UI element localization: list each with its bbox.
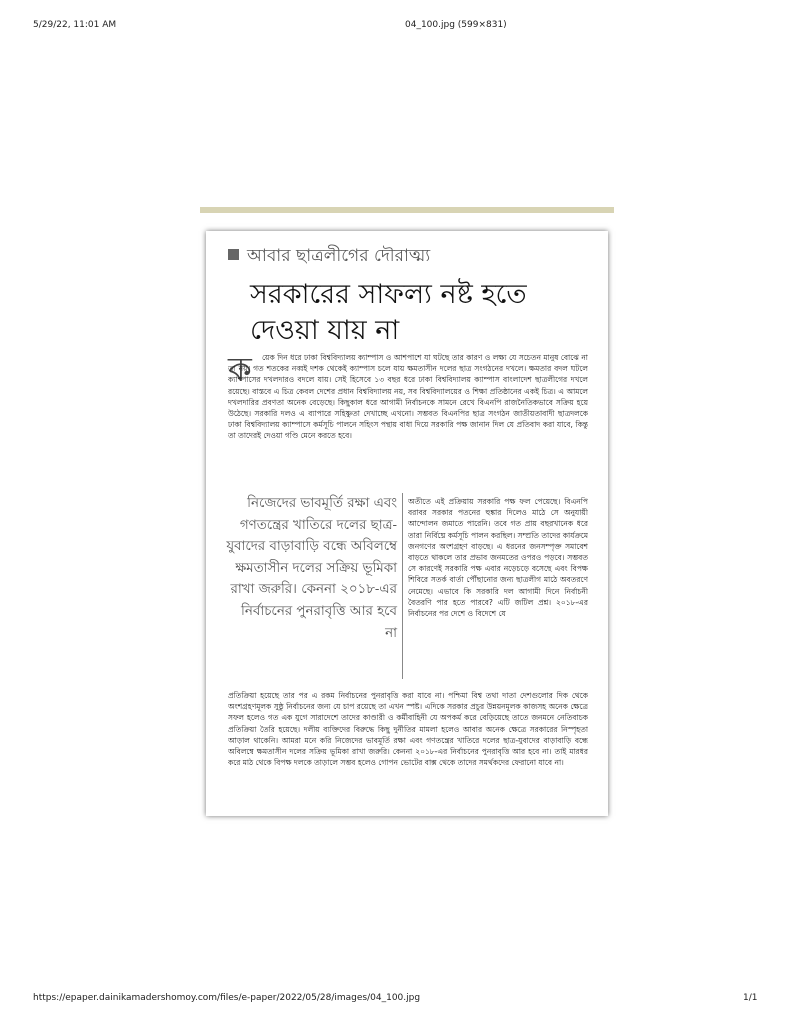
drop-cap: ক — [228, 350, 252, 390]
page-counter: 1/1 — [743, 993, 758, 1003]
header-rule — [200, 207, 614, 213]
body-intro: য়েক দিন ধরে ঢাকা বিশ্ববিদ্যালয় ক্যাম্পাস ও আশপাশে যা ঘটছে তার কারণ ও লক্ষ্য যে সচেতন মানুষ বোঝে না তা নয়। গত শতকের নব্বই দশক থেকেই ক্যাম্পাস চলে যায় ক্ষমতাসীন দলের ছাত্র সংগঠনের দখলে। ক্ষমতার বদল ঘটলে ক্যাম্পাসের দখলদারও বদলে যায়। সেই হিসেবে ১৩ বছর ধরে ঢাকা বিশ্ববিদ্যালয় ক্যাম্পাস বাংলাদেশ ছাত্রলীগের দখলে রয়েছে। বাস্তবে এ চিত্র কেবল দেশের প্রধান বিশ্ববিদ্যালয় নয়, সব বিশ্ববিদ্যালয়ের ও শিক্ষা প্রতিষ্ঠানের একই চিত্র। এ আমলে দখলদারির প্রবণতা অনেক বেড়েছে। কিছুকাল ধরে আগামী নির্বাচনকে সামনে রেখে বিএনপি রাজনৈতিকভাবে সক্রিয় হয়ে উঠেছে। সরকারি দলও এ ব্যাপারে সহিষ্ণুতা দেখাচ্ছে এখনো। সম্ভবত বিএনপির ছাত্র সংগঠন জাতীয়তাবাদী ছাত্রদলকে ঢাকা বিশ্ববিদ্যালয় ক্যাম্পাসে কর্মসূচি পালনে সহিংস পন্থায় বাধা দিয়ে সরকারি পক্ষ জানান দিল যে প্রতিবাদ করা যাবে, কিন্তু তা তাদেরই দেওয়া গণ্ডি মেনে করতে হবে। — [228, 353, 588, 441]
pull-quote: নিজেদের ভাবমূর্তি রক্ষা এবং গণতন্ত্রের খাতিরে দলের ছাত্র-যুবাদের বাড়াবাড়ি বন্ধে অবিলম্বে ক্ষমতাসীন দলের সক্রিয় ভূমিকা রাখা জরুরি। কেননা ২০১৮-এর নির্বাচনের পুনরাবৃত্তি আর হবে না — [226, 496, 397, 641]
headline: সরকারের সাফল্য নষ্ট হতে দেওয়া যায় না — [250, 279, 527, 346]
print-url: https://epaper.dainikamadershomoy.com/files/e-paper/2022/05/28/images/04_100.jpg — [33, 993, 421, 1003]
body-tail: প্রতিক্রিয়া হয়েছে তার পর এ রকম নির্বাচনের পুনরাবৃত্তি করা যাবে না। পশ্চিমা বিশ্ব তথা দাতা দেশগুলোর দিক থেকে অংশগ্রহণমূলক সুষ্ঠু নির্বাচনের জন্য যে চাপ রয়েছে তা এখন স্পষ্ট। এদিকে সরকার প্রচুর উন্নয়নমূলক কাজসহ অনেক ক্ষেত্রে সফল হলেও গত এক যুগে সারাদেশে তাদের কাণ্ডারী ও কর্মীবাহিনী যে অপকর্ম করে বেড়িয়েছে তাতে জনমনে নেতিবাচক প্রতিক্রিয়া তৈরি হয়েছে। দলীয় ব্যক্তিদের বিরুদ্ধে কিছু দুর্নীতির মামলা হলেও আবার অনেক ক্ষেত্রে সরকারের নিস্পৃহতা আড়াল থাকেনি। আমরা মনে করি নিজেদের ভাবমূর্তি রক্ষা এবং গণতন্ত্রের খাতিরে দলের ছাত্র-যুবাদের বাড়াবাড়ি বন্ধে অবিলম্বে ক্ষমতাসীন দলের সক্রিয় ভূমিকা রাখা জরুরি। কেননা ২০১৮-এর নির্বাচনের পুনরাবৃত্তি আর হবে না। তাই মারধর করে মাঠ থেকে বিপক্ষ দলকে তাড়ালে সম্ভব হলেও গোপন ভোটের বাক্স থেকে তাদের সমর্থকদের ফেরানো যাবে না। — [228, 691, 588, 768]
square-bullet-icon — [228, 249, 239, 260]
body-column-2: অতীতে এই প্রক্রিয়ায় সরকারি পক্ষ ফল পেয়েছে। বিএনপি বরাবর সরকার পতনের হুঙ্কার দিলেও মাঠে সে অনুযায়ী আন্দোলন জমাতে পারেনি। তবে গত প্রায় বছরখানেক ধরে তারা নির্বিঘ্নে কর্মসূচি পালন করছিল। সম্প্রতি তাদের কার্যক্রমে জনগণের অংশগ্রহণ বাড়ছে। এ ধরনের জনসম্পৃক্ত সমাবেশ বাড়তে থাকলে তার প্রভাব জনমতের ওপরও পড়বে। সম্ভবত সে কারণেই সরকারি পক্ষ এবার নড়েচড়ে বসেছে এবং বিপক্ষ শিবিরে সতর্ক বার্তা পৌঁছানোর জন্য ছাত্রলীগ মাঠে অবতরণে নেমেছে। এভাবে কি সরকারি দল আগামী দিনে নির্বাচনী বৈতরণি পার হতে পারবে? এটি জটিল প্রশ্ন। ২০১৮-এর নির্বাচনের পর দেশে ও বিদেশে যে — [408, 497, 588, 619]
print-file-title: 04_100.jpg (599×831) — [405, 20, 507, 30]
kicker — [228, 243, 430, 271]
print-datetime: 5/29/22, 11:01 AM — [33, 20, 117, 30]
column-divider — [402, 493, 403, 679]
kicker-text: আবার ছাত্রলীগের দৌরাত্ম্য — [247, 246, 431, 266]
newspaper-clipping — [206, 231, 608, 816]
